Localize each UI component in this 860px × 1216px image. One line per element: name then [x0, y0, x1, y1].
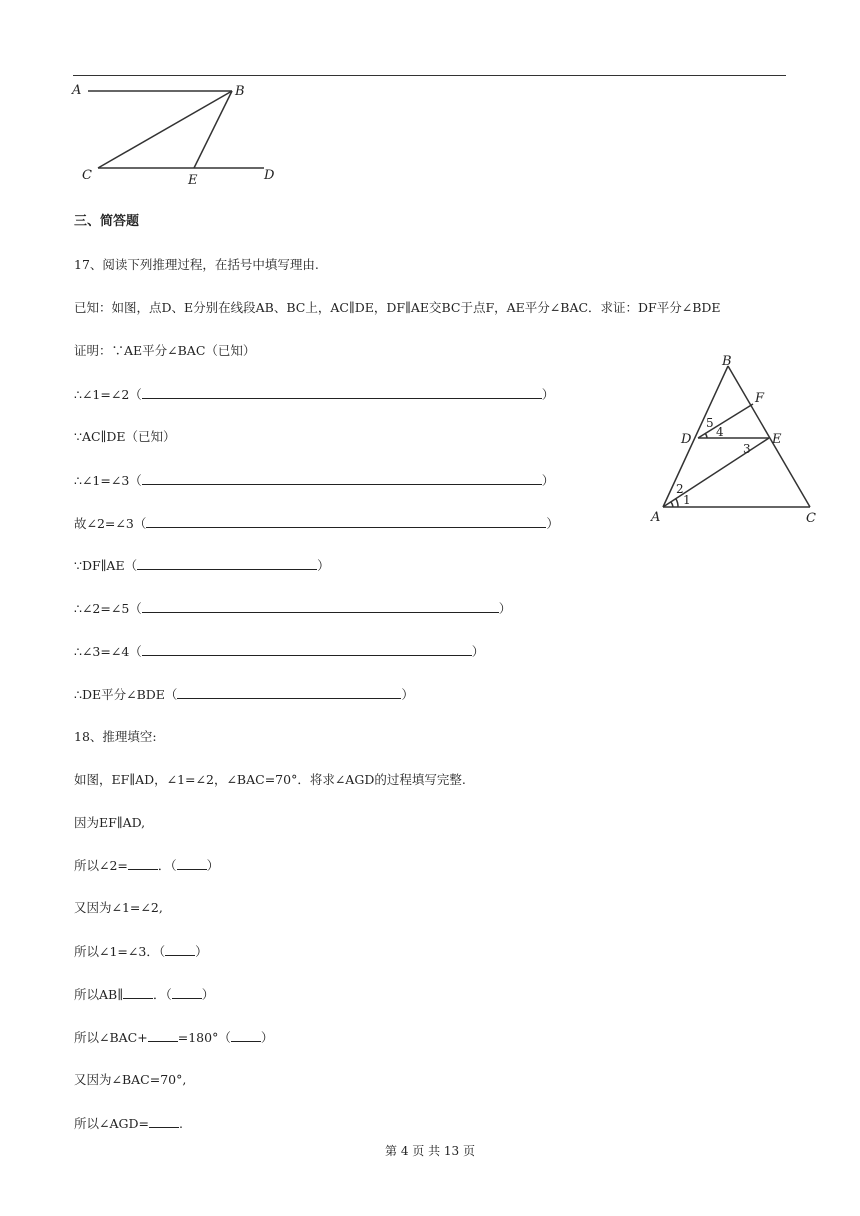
q17-step-6: ∴∠2=∠5（ ）: [74, 601, 512, 616]
q17-step-4: 故∠2=∠3（ ）: [74, 516, 559, 531]
section-title: 三、简答题: [74, 214, 140, 229]
figure1-label-d: D: [264, 168, 275, 183]
figure-parallel-lines: [68, 80, 288, 190]
answer-blank[interactable]: [123, 986, 153, 999]
q18-line-3: 又因为∠1=∠2,: [74, 900, 163, 915]
angle-5: 5: [706, 416, 714, 430]
vertex-b: B: [722, 354, 732, 369]
answer-blank[interactable]: [165, 943, 195, 956]
q17-title: 17、阅读下列推理过程，在括号中填写理由.: [74, 257, 319, 272]
figure1-label-a: A: [72, 83, 82, 98]
vertex-d: D: [681, 432, 692, 447]
q18-line-6: 所以∠BAC+ =180°（ ）: [74, 1030, 274, 1045]
q17-step-8: ∴DE平分∠BDE（ ）: [74, 687, 414, 702]
answer-blank[interactable]: [172, 986, 202, 999]
answer-blank[interactable]: [142, 643, 472, 656]
angle-2: 2: [676, 482, 684, 496]
q18-line-1: 因为EF∥AD,: [74, 815, 146, 830]
q18-line-4: 所以∠1=∠3．（ ）: [74, 944, 208, 959]
answer-blank[interactable]: [231, 1029, 261, 1042]
header-rule: [73, 75, 786, 76]
page-footer: 第 4 页 共 13 页: [385, 1144, 475, 1158]
figure1-label-c: C: [82, 168, 92, 183]
q18-line-7: 又因为∠BAC=70°,: [74, 1072, 187, 1087]
q17-proof: 证明：∵AE平分∠BAC（已知）: [74, 343, 256, 358]
q17-step-7: ∴∠3=∠4（ ）: [74, 644, 485, 659]
answer-blank[interactable]: [142, 600, 499, 613]
answer-blank[interactable]: [149, 1115, 179, 1128]
q17-step-2: ∵AC∥DE（已知）: [74, 429, 176, 444]
q18-line-2: 所以∠2= ．（ ）: [74, 858, 220, 873]
answer-blank[interactable]: [177, 857, 207, 870]
answer-blank[interactable]: [146, 515, 546, 528]
vertex-e: E: [772, 432, 782, 447]
answer-blank[interactable]: [177, 686, 401, 699]
vertex-a: A: [651, 510, 661, 525]
q17-step-1: ∴∠1=∠2（ ）: [74, 387, 555, 402]
figure-triangle-abc: [645, 352, 825, 530]
figure1-label-b: B: [235, 84, 245, 99]
q17-step-5: ∵DF∥AE（ ）: [74, 558, 330, 573]
figure1-label-e: E: [188, 173, 198, 188]
answer-blank[interactable]: [137, 557, 317, 570]
answer-blank[interactable]: [142, 472, 542, 485]
answer-blank[interactable]: [142, 386, 542, 399]
q18-title: 18、推理填空:: [74, 729, 157, 744]
answer-blank[interactable]: [148, 1029, 178, 1042]
answer-blank[interactable]: [128, 857, 158, 870]
q17-given: 已知：如图，点D、E分别在线段AB、BC上，AC∥DE，DF∥AE交BC于点F，AE平分∠BAC．求证：DF平分∠BDE: [74, 300, 721, 315]
angle-3: 3: [743, 442, 751, 456]
vertex-f: F: [755, 391, 765, 406]
q18-line-8: 所以∠AGD= .: [74, 1116, 183, 1131]
vertex-c: C: [806, 511, 816, 526]
q18-given: 如图，EF∥AD，∠1=∠2，∠BAC=70°．将求∠AGD的过程填写完整.: [74, 772, 466, 787]
angle-1: 1: [683, 493, 691, 507]
angle-4: 4: [716, 425, 724, 439]
q17-step-3: ∴∠1=∠3（ ）: [74, 473, 555, 488]
q18-line-5: 所以AB∥ ．（ ）: [74, 987, 215, 1002]
